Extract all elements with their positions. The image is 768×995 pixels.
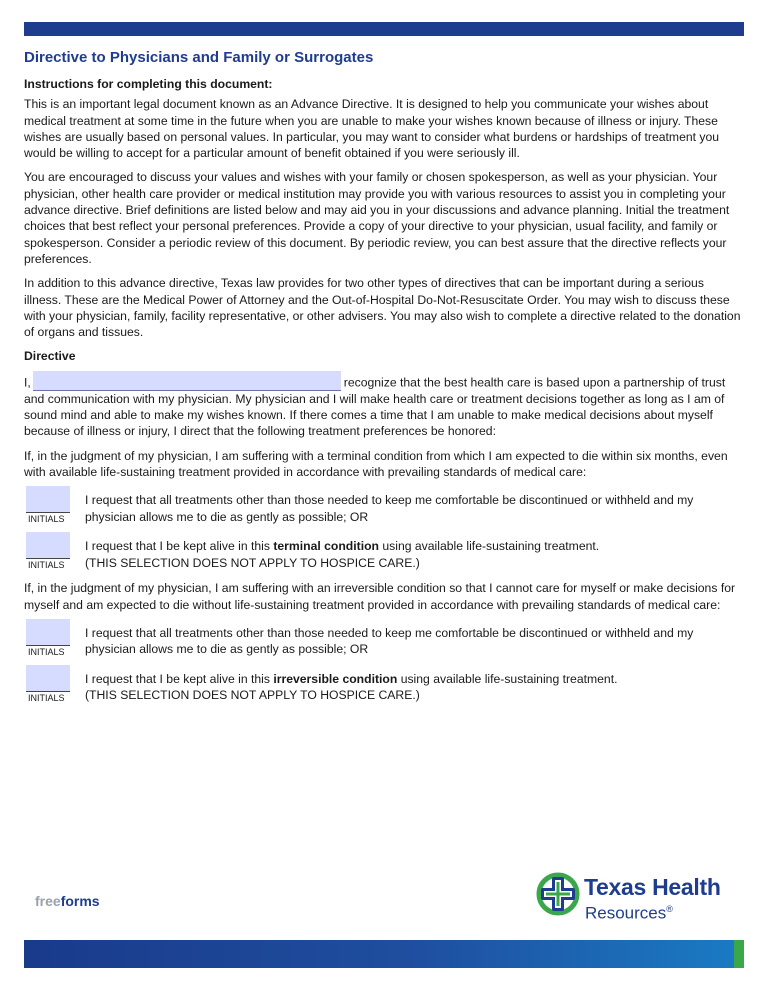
- registered-mark: ®: [666, 904, 673, 914]
- logo-sub-text: Resources: [585, 903, 667, 923]
- directive-statement: [24, 371, 744, 440]
- logo-name: Texas Health: [584, 874, 721, 900]
- option-text: I request that all treatments other than those needed to keep me comfortable be discontinued or withheld and my physician allows me to die as gently as possible; OR: [85, 625, 694, 657]
- terminal-condition-intro: If, in the judgment of my physician, I am suffering with a terminal condition from which I am expected to die within six months, even with available life-sustaining treatment provided in accordance with prevailing standards of medical care:: [24, 448, 728, 479]
- irreversible-option-kept-alive: [24, 665, 744, 709]
- logo-subname: [585, 899, 673, 924]
- option-text: [85, 538, 735, 571]
- irreversible-condition-intro: If, in the judgment of my physician, I am suffering with an irreversible condition so that I cannot care for myself or make decisions for myself and am expected to die without life-sustaining treatment provided in accordance with prevailing standards of medical care:: [24, 581, 736, 612]
- option-text: I request that all treatments other than those needed to keep me comfortable be discontinued or withheld and my physician allows me to die as gently as possible; OR: [85, 493, 694, 524]
- initials-label: INITIALS: [28, 560, 65, 571]
- bottom-banner-bar: [24, 940, 744, 968]
- directive-heading: Directive: [24, 349, 76, 364]
- hospice-note: (THIS SELECTION DOES NOT APPLY TO HOSPICE CARE.): [85, 688, 420, 703]
- initials-label: INITIALS: [28, 514, 65, 525]
- option-text-pre: I request that I be kept alive in this: [85, 671, 270, 686]
- irreversible-condition-emphasis: irreversible condition: [273, 671, 398, 686]
- directive-statement-text: recognize that the best health care is based upon a partnership of trust and communication with my physician. My physician and I will make health care or treatment decisions together as long as I am of sound mind and able to make my wishes known. If there comes a time that I am unable to make medical decisions about myself because of illness or injury, I direct that the following treatment preferences be honored:: [24, 375, 726, 439]
- option-text-post: using available life-sustaining treatment.: [382, 539, 600, 554]
- initials-label: INITIALS: [28, 692, 65, 703]
- instructions-heading: Instructions for completing this document:: [24, 77, 273, 91]
- top-banner-bar: [24, 22, 744, 36]
- freeforms-logo: [35, 893, 100, 909]
- initials-field-irreversible-kept-alive[interactable]: [26, 665, 70, 692]
- texas-health-resources-logo: [536, 872, 746, 923]
- terminal-option-kept-alive: [24, 532, 744, 576]
- option-text: [85, 671, 735, 704]
- instructions-paragraph-2: You are encouraged to discuss your values and wishes with your family or chosen spokesperson, as well as your physician. Your physician, other health care provider or medical institution may provide you with various resources to assist you in completing your advance directive. Brief definitions are listed below and may aid you in your discussions and advance planning. Initial the treatment choices that best reflect your personal preferences. Provide a copy of your directive to your physician, usual facility, and family or spokesperson. Consider a periodic review of this document. By periodic review, you can best assure that the directive reflects your preferences.: [24, 170, 730, 266]
- irreversible-option-discontinue: [24, 619, 744, 663]
- option-text-pre: I request that I be kept alive in this: [85, 539, 270, 554]
- initials-field-irreversible-discontinue[interactable]: [26, 619, 70, 646]
- initials-label: INITIALS: [28, 646, 65, 657]
- terminal-condition-emphasis: terminal condition: [273, 539, 379, 554]
- instructions-paragraph-1: This is an important legal document known as an Advance Directive. It is designed to help you communicate your wishes about medical treatment at some time in the future when you are unable to make your wishes known because of illness or injury. These wishes are usually based on personal values. In particular, you may want to consider what burdens or hardships of treatment you would be willing to accept for a particular amount of benefit obtained if you were seriously ill.: [24, 97, 720, 161]
- terminal-option-discontinue: [24, 486, 744, 530]
- declarant-name-field[interactable]: [33, 371, 341, 391]
- option-text-post: using available life-sustaining treatment.: [400, 671, 618, 686]
- page-title: Directive to Physicians and Family or Surrogates: [24, 49, 374, 66]
- instructions-paragraph-3: In addition to this advance directive, Texas law provides for two other types of directives that can be important during a serious illness. These are the Medical Power of Attorney and the Out-of-Hospital Do-Not-Resuscitate Order. You may wish to discuss these with your physician, family, facility representative, or other advisers. You may also wish to complete a directive related to the donation of organs and tissues.: [24, 276, 741, 340]
- hospice-note: (THIS SELECTION DOES NOT APPLY TO HOSPICE CARE.): [85, 555, 420, 570]
- name-prefix: I,: [24, 375, 31, 390]
- bottom-banner-accent: [734, 940, 744, 968]
- freeforms-forms-text: forms: [60, 893, 100, 909]
- cross-emblem-icon: [536, 872, 580, 916]
- document-body: [24, 48, 744, 711]
- initials-field-terminal-kept-alive[interactable]: [26, 532, 70, 559]
- initials-field-terminal-discontinue[interactable]: [26, 486, 70, 513]
- freeforms-free-text: free: [35, 893, 61, 909]
